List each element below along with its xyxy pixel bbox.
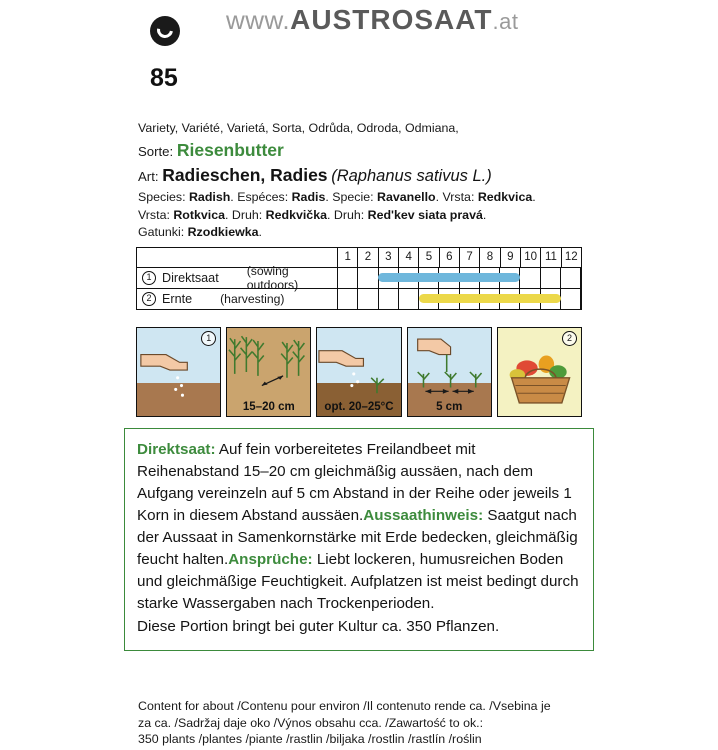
month-cell: 5 bbox=[419, 248, 439, 267]
vrsta-label-0: Vrsta: bbox=[138, 207, 170, 222]
month-slot bbox=[338, 288, 358, 309]
month-slot bbox=[358, 267, 378, 288]
month-slot bbox=[561, 267, 581, 288]
species-value-3: Redkvica bbox=[477, 190, 533, 205]
row-sublabel-harvest: (harvesting) bbox=[220, 292, 285, 306]
article-number: 85 bbox=[150, 64, 178, 92]
vrsta-row: Vrsta: Rotkvica. Druh: Redkvička. Druh: Red'kev siata pravá. bbox=[138, 207, 487, 222]
sowing-period-bar bbox=[378, 273, 520, 282]
pictogram-sowing-outdoors bbox=[136, 327, 221, 417]
month-slot bbox=[379, 288, 399, 309]
pictogram-badge: 2 bbox=[562, 331, 577, 346]
pictogram-strip bbox=[136, 327, 582, 417]
species-value-0: Radish bbox=[188, 190, 231, 205]
sowing-calendar bbox=[136, 247, 582, 310]
row-label-sowing: Direktsaat bbox=[162, 271, 219, 285]
calendar-row-harvest bbox=[137, 288, 581, 309]
gatunki-label: Gatunki: bbox=[138, 225, 185, 240]
brand-wordmark bbox=[226, 4, 518, 36]
pictogram-harvest-basket bbox=[497, 327, 582, 417]
row-badge-2: 2 bbox=[142, 292, 156, 306]
gatunki-value: Rzodkiewka bbox=[187, 225, 259, 240]
species-label-1: Espéces: bbox=[237, 190, 289, 205]
vrsta-label-2: Druh: bbox=[333, 207, 365, 222]
pictogram-badge: 1 bbox=[201, 331, 216, 346]
vrsta-label-1: Druh: bbox=[231, 207, 263, 222]
month-slot bbox=[541, 267, 561, 288]
month-cell: 4 bbox=[399, 248, 419, 267]
month-slot bbox=[561, 288, 581, 309]
art-latin: (Raphanus sativus L.) bbox=[331, 167, 492, 186]
species-value-2: Ravanello bbox=[377, 190, 436, 205]
pictogram-caption: 15–20 cm bbox=[242, 401, 295, 413]
month-cell: 9 bbox=[501, 248, 521, 267]
month-cell: 2 bbox=[358, 248, 378, 267]
sorte-value: Riesenbutter bbox=[176, 139, 284, 160]
instruction-keyword-aussaathinweis: Aussaathinweis: bbox=[363, 507, 484, 525]
pictogram-thinning-spacing bbox=[407, 327, 492, 417]
row-sublabel-sowing: (sowing outdoors) bbox=[246, 264, 299, 292]
art-value: Radieschen, Radies bbox=[162, 165, 328, 186]
species-label-0: Species: bbox=[138, 190, 186, 205]
month-cell: 3 bbox=[379, 248, 399, 267]
row-badge-1: 1 bbox=[142, 271, 156, 285]
instruction-text-direktsaat: Auf fein vorbereitetes Freilandbeet mit Reihenabstand 15–20 cm gleichmäßig aussäen, nach dem Aufgang vereinzeln auf 5 cm Abstand in der Reihe oder jeweils 1 Korn in diesem Abstand aussäen. bbox=[137, 441, 572, 525]
month-cell: 6 bbox=[440, 248, 460, 267]
month-cell: 11 bbox=[541, 248, 561, 267]
instruction-text-ansprueche: Liebt lockeren, humusreichen Boden und gleichmäßige Feuchtigkeit. Aufplatzen ist meist bedingt durch starke Wassergaben nach Trockenperioden. bbox=[137, 551, 579, 613]
calendar-header-row bbox=[137, 248, 581, 267]
month-cell: 10 bbox=[521, 248, 541, 267]
instructions-box bbox=[124, 428, 594, 651]
row-label-harvest: Ernte bbox=[162, 292, 193, 306]
brand-main: AUSTROSAAT bbox=[290, 4, 493, 35]
instruction-keyword-ansprueche: Ansprüche: bbox=[228, 551, 313, 569]
pictogram-caption: 5 cm bbox=[436, 401, 463, 413]
art-label: Art: bbox=[138, 169, 159, 185]
brand-prefix: www. bbox=[226, 5, 291, 35]
month-cell: 8 bbox=[480, 248, 500, 267]
month-cell: 7 bbox=[460, 248, 480, 267]
sorte-row bbox=[138, 138, 598, 163]
footer-line-1: Content for about /Contenu pour environ /Il contenuto rende ca. /Vsebina je bbox=[138, 699, 551, 713]
pictogram-germination-temperature bbox=[316, 327, 401, 417]
month-cell: 12 bbox=[564, 251, 578, 263]
sorte-label: Sorte: bbox=[138, 143, 174, 159]
month-cell: 1 bbox=[338, 248, 358, 267]
austrosaat-circle-logo-icon bbox=[150, 16, 180, 46]
art-row bbox=[138, 162, 598, 189]
species-label-2: Specie: bbox=[332, 190, 374, 205]
month-slot bbox=[338, 267, 358, 288]
instruction-paragraph-1 bbox=[137, 439, 581, 615]
calendar-row-sowing bbox=[137, 264, 581, 292]
instruction-keyword-direktsaat: Direktsaat: bbox=[137, 441, 216, 458]
instruction-text-aussaathinweis: Saatgut nach der Aussaat in Samenkornstärke mit Erde bedecken, gleichmäßig feucht halten. bbox=[137, 507, 578, 569]
footer-line-3: 350 plants /plantes /piante /rastlin /biljaka /rostlin /rastlín /roślin bbox=[138, 732, 482, 747]
name-block bbox=[138, 120, 598, 242]
vrsta-value-0: Rotkvica bbox=[173, 207, 226, 222]
species-label-3: Vrsta: bbox=[442, 190, 475, 205]
portion-yield-text: Diese Portion bringt bei guter Kultur ca. 350 Pflanzen. bbox=[137, 618, 500, 636]
pictogram-caption: opt. 20–25°C bbox=[324, 401, 394, 413]
variety-language-line: Variety, Variété, Varietá, Sorta, Odrůda, Odroda, Odmiana, bbox=[138, 121, 459, 135]
month-header bbox=[338, 248, 581, 267]
gatunki-row: Gatunki: Rzodkiewka. bbox=[138, 225, 262, 240]
species-row: Species: Radish. Espéces: Radis. Specie: Ravanello. Vrsta: Redkvica. bbox=[138, 190, 536, 205]
species-value-1: Radis bbox=[291, 190, 326, 205]
brand-suffix: .at bbox=[492, 9, 519, 34]
header bbox=[0, 0, 718, 92]
month-slot bbox=[520, 267, 540, 288]
vrsta-value-2: Red'kev siata pravá bbox=[367, 207, 483, 222]
pictogram-row-spacing bbox=[226, 327, 311, 417]
month-slot bbox=[399, 288, 419, 309]
harvest-period-bar bbox=[419, 294, 561, 303]
footer-content-note bbox=[138, 698, 608, 748]
month-slot bbox=[358, 288, 378, 309]
footer-line-2: za ca. /Sadržaj daje oko /Výnos obsahu cca. /Zawartość to ok.: bbox=[138, 715, 484, 730]
vrsta-value-1: Redkvička bbox=[265, 207, 327, 222]
